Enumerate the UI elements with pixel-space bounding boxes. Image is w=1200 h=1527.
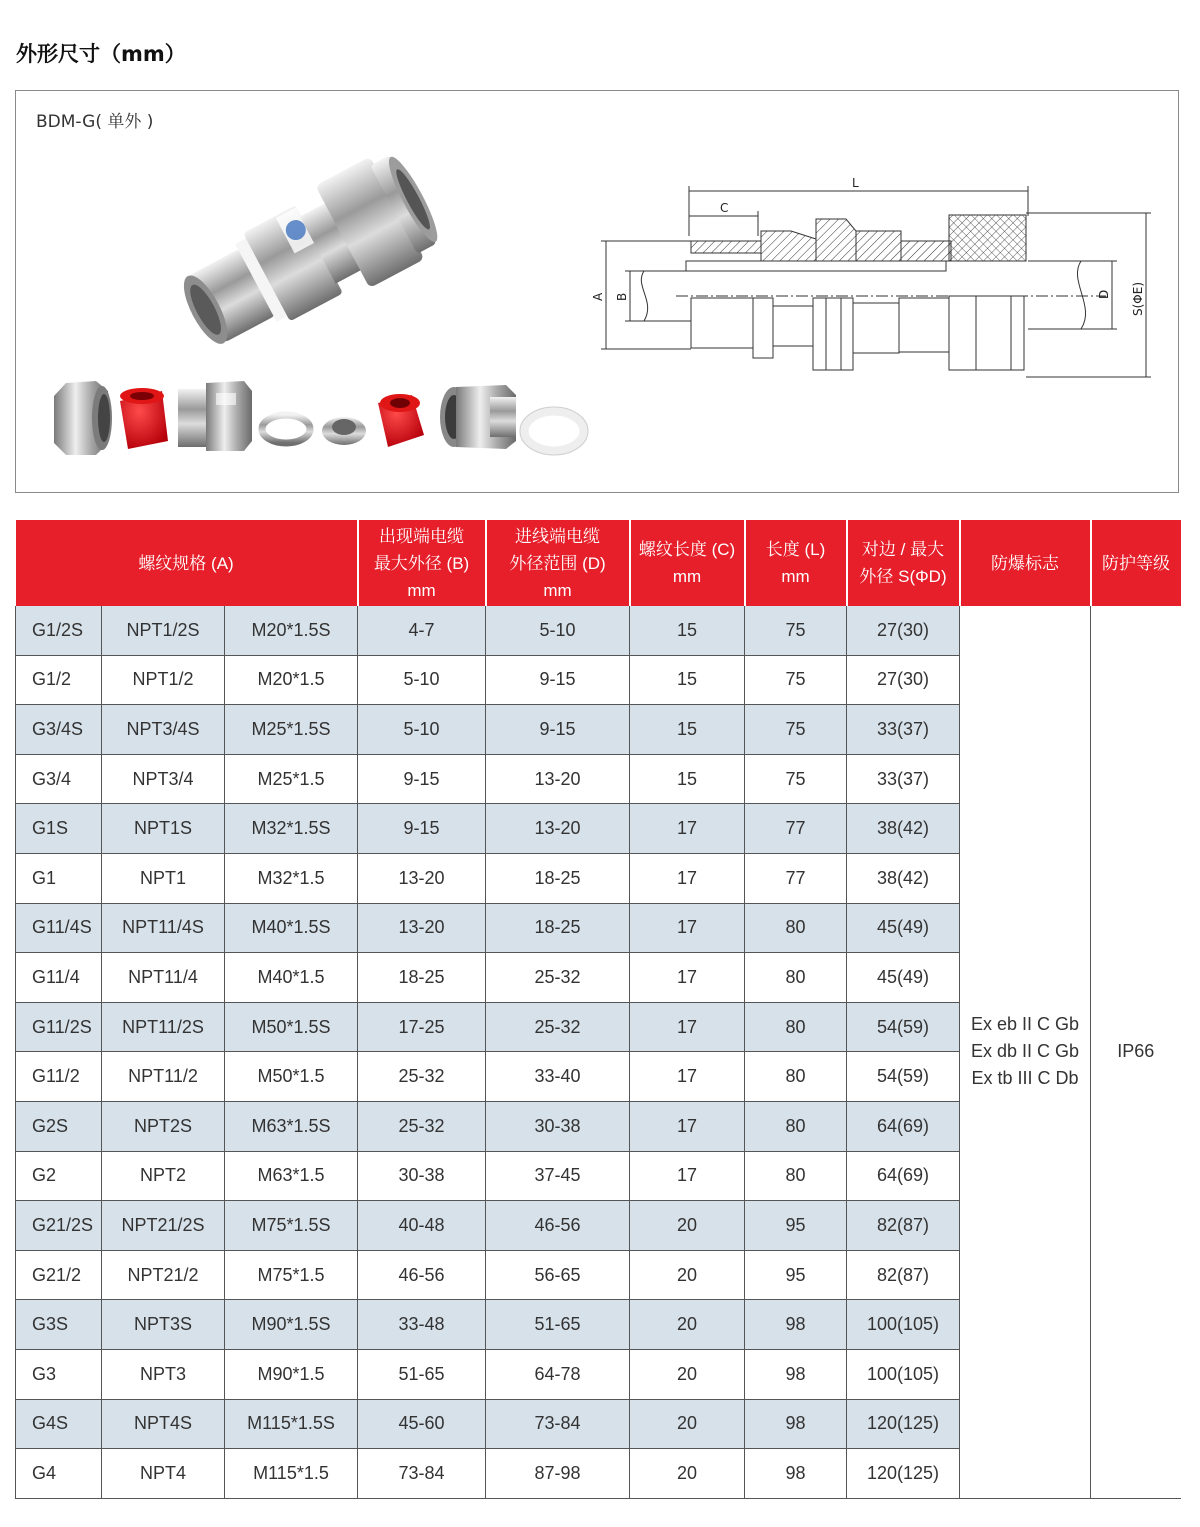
cell-thread-length: 20 (630, 1399, 745, 1449)
cell-thread-length: 20 (630, 1250, 745, 1300)
table-header-row (16, 520, 1181, 606)
cell-outlet-diameter: 5-10 (358, 705, 486, 755)
dim-S-label: S(ΦE) (1131, 281, 1145, 316)
cell-length: 80 (745, 903, 847, 953)
cell-g-thread: G21/2 (16, 1250, 102, 1300)
cell-thread-length: 17 (630, 953, 745, 1003)
cell-g-thread: G1 (16, 853, 102, 903)
cell-outlet-diameter: 13-20 (358, 903, 486, 953)
cell-outlet-diameter: 17-25 (358, 1002, 486, 1052)
cell-inlet-range: 64-78 (486, 1349, 630, 1399)
cell-across-flats: 54(59) (847, 1002, 960, 1052)
dim-B-label: B (615, 292, 629, 301)
cell-across-flats: 45(49) (847, 953, 960, 1003)
cell-npt-thread: NPT3 (102, 1349, 225, 1399)
cell-length: 75 (745, 655, 847, 705)
cell-npt-thread: NPT1S (102, 804, 225, 854)
cell-g-thread: G11/4 (16, 953, 102, 1003)
cell-thread-length: 17 (630, 804, 745, 854)
cell-npt-thread: NPT11/4 (102, 953, 225, 1003)
cell-across-flats: 82(87) (847, 1250, 960, 1300)
cell-length: 77 (745, 804, 847, 854)
cell-g-thread: G1/2S (16, 606, 102, 655)
header-thread: 螺纹规格 (A) (16, 520, 358, 606)
cell-m-thread: M25*1.5S (225, 705, 358, 755)
cell-g-thread: G1S (16, 804, 102, 854)
header-ex-mark: 防爆标志 (960, 520, 1091, 606)
header-outlet: 出现端电缆 最大外径 (B) mm (358, 520, 486, 606)
cell-g-thread: G11/4S (16, 903, 102, 953)
cell-length: 80 (745, 953, 847, 1003)
cell-across-flats: 27(30) (847, 655, 960, 705)
ex-mark-line: Ex eb II C Gb (970, 1014, 1080, 1035)
cell-inlet-range: 18-25 (486, 853, 630, 903)
cell-inlet-range: 37-45 (486, 1151, 630, 1201)
cell-g-thread: G21/2S (16, 1201, 102, 1251)
cell-npt-thread: NPT11/2 (102, 1052, 225, 1102)
cell-outlet-diameter: 46-56 (358, 1250, 486, 1300)
cell-outlet-diameter: 13-20 (358, 853, 486, 903)
cell-g-thread: G3/4S (16, 705, 102, 755)
cell-length: 80 (745, 1002, 847, 1052)
cell-npt-thread: NPT3S (102, 1300, 225, 1350)
cell-thread-length: 17 (630, 853, 745, 903)
cell-length: 98 (745, 1349, 847, 1399)
cell-inlet-range: 87-98 (486, 1449, 630, 1499)
cell-inlet-range: 30-38 (486, 1101, 630, 1151)
cell-length: 80 (745, 1052, 847, 1102)
cell-thread-length: 17 (630, 1151, 745, 1201)
cell-length: 80 (745, 1151, 847, 1201)
cell-outlet-diameter: 9-15 (358, 804, 486, 854)
cell-m-thread: M90*1.5S (225, 1300, 358, 1350)
cell-across-flats: 100(105) (847, 1349, 960, 1399)
cell-inlet-range: 56-65 (486, 1250, 630, 1300)
cell-npt-thread: NPT1/2S (102, 606, 225, 655)
cell-npt-thread: NPT21/2 (102, 1250, 225, 1300)
cell-outlet-diameter: 5-10 (358, 655, 486, 705)
cell-outlet-diameter: 73-84 (358, 1449, 486, 1499)
cell-outlet-diameter: 33-48 (358, 1300, 486, 1350)
cell-thread-length: 20 (630, 1449, 745, 1499)
cell-npt-thread: NPT4S (102, 1399, 225, 1449)
cell-m-thread: M63*1.5 (225, 1151, 358, 1201)
cell-across-flats: 27(30) (847, 606, 960, 655)
cell-g-thread: G3S (16, 1300, 102, 1350)
cell-inlet-range: 9-15 (486, 705, 630, 755)
cell-npt-thread: NPT11/2S (102, 1002, 225, 1052)
cell-length: 98 (745, 1399, 847, 1449)
cell-g-thread: G11/2S (16, 1002, 102, 1052)
ex-mark-line: Ex tb III C Db (971, 1068, 1079, 1089)
cell-length: 98 (745, 1449, 847, 1499)
cell-m-thread: M75*1.5S (225, 1201, 358, 1251)
cell-m-thread: M20*1.5S (225, 606, 358, 655)
header-across-flats: 对边 / 最大 外径 S(ΦD) (847, 520, 960, 606)
cell-m-thread: M90*1.5 (225, 1349, 358, 1399)
cell-outlet-diameter: 9-15 (358, 754, 486, 804)
cell-thread-length: 17 (630, 1101, 745, 1151)
cell-thread-length: 17 (630, 903, 745, 953)
cell-inlet-range: 13-20 (486, 754, 630, 804)
cell-across-flats: 82(87) (847, 1201, 960, 1251)
model-label: BDM-G( 单外 ) (36, 112, 154, 132)
cell-across-flats: 45(49) (847, 903, 960, 953)
cell-inlet-range: 33-40 (486, 1052, 630, 1102)
cell-length: 98 (745, 1300, 847, 1350)
cell-across-flats: 38(42) (847, 804, 960, 854)
spec-table (15, 520, 1181, 1499)
cell-g-thread: G3 (16, 1349, 102, 1399)
cell-g-thread: G2S (16, 1101, 102, 1151)
cell-npt-thread: NPT11/4S (102, 903, 225, 953)
cell-inlet-range: 46-56 (486, 1201, 630, 1251)
cell-m-thread: M50*1.5S (225, 1002, 358, 1052)
ex-mark-line: Ex db II C Gb (970, 1041, 1080, 1062)
cell-thread-length: 15 (630, 655, 745, 705)
cell-g-thread: G4 (16, 1449, 102, 1499)
cell-m-thread: M40*1.5S (225, 903, 358, 953)
dim-D-label: D (1097, 289, 1111, 299)
cell-inlet-range: 25-32 (486, 1002, 630, 1052)
cell-npt-thread: NPT3/4S (102, 705, 225, 755)
cell-g-thread: G3/4 (16, 754, 102, 804)
cell-npt-thread: NPT1 (102, 853, 225, 903)
cell-m-thread: M63*1.5S (225, 1101, 358, 1151)
technical-drawing (16, 91, 1180, 494)
cell-thread-length: 20 (630, 1201, 745, 1251)
figure-box (15, 90, 1179, 493)
cell-outlet-diameter: 30-38 (358, 1151, 486, 1201)
cell-inlet-range: 51-65 (486, 1300, 630, 1350)
cell-inlet-range: 13-20 (486, 804, 630, 854)
cell-thread-length: 17 (630, 1052, 745, 1102)
cell-m-thread: M115*1.5 (225, 1449, 358, 1499)
cell-npt-thread: NPT2 (102, 1151, 225, 1201)
cell-length: 95 (745, 1201, 847, 1251)
cell-outlet-diameter: 51-65 (358, 1349, 486, 1399)
cell-m-thread: M25*1.5 (225, 754, 358, 804)
cell-inlet-range: 73-84 (486, 1399, 630, 1449)
page-title: 外形尺寸（mm） (16, 42, 186, 66)
cell-m-thread: M32*1.5S (225, 804, 358, 854)
cell-g-thread: G2 (16, 1151, 102, 1201)
cell-length: 77 (745, 853, 847, 903)
cell-outlet-diameter: 25-32 (358, 1052, 486, 1102)
cell-thread-length: 20 (630, 1300, 745, 1350)
cell-length: 75 (745, 754, 847, 804)
cell-thread-length: 20 (630, 1349, 745, 1399)
cell-thread-length: 15 (630, 754, 745, 804)
cell-npt-thread: NPT2S (102, 1101, 225, 1151)
table-row (16, 606, 1181, 655)
cell-m-thread: M115*1.5S (225, 1399, 358, 1449)
dim-A-label: A (591, 292, 605, 301)
cell-length: 75 (745, 606, 847, 655)
cell-npt-thread: NPT3/4 (102, 754, 225, 804)
cell-m-thread: M40*1.5 (225, 953, 358, 1003)
header-length: 长度 (L) mm (745, 520, 847, 606)
cell-length: 95 (745, 1250, 847, 1300)
cell-across-flats: 54(59) (847, 1052, 960, 1102)
cell-inlet-range: 9-15 (486, 655, 630, 705)
header-protection: 防护等级 (1091, 520, 1181, 606)
protection-cell: IP66 (1091, 606, 1181, 1498)
cell-thread-length: 15 (630, 705, 745, 755)
header-thread-length: 螺纹长度 (C) mm (630, 520, 745, 606)
cell-npt-thread: NPT21/2S (102, 1201, 225, 1251)
cell-inlet-range: 18-25 (486, 903, 630, 953)
cell-m-thread: M50*1.5 (225, 1052, 358, 1102)
ex-mark-cell (960, 606, 1091, 1498)
header-inlet: 进线端电缆 外径范围 (D) mm (486, 520, 630, 606)
cell-g-thread: G11/2 (16, 1052, 102, 1102)
cell-npt-thread: NPT4 (102, 1449, 225, 1499)
cell-g-thread: G4S (16, 1399, 102, 1449)
cell-across-flats: 100(105) (847, 1300, 960, 1350)
cell-length: 80 (745, 1101, 847, 1151)
cell-across-flats: 38(42) (847, 853, 960, 903)
cell-across-flats: 120(125) (847, 1399, 960, 1449)
cell-m-thread: M32*1.5 (225, 853, 358, 903)
cell-outlet-diameter: 4-7 (358, 606, 486, 655)
cell-thread-length: 17 (630, 1002, 745, 1052)
cell-outlet-diameter: 45-60 (358, 1399, 486, 1449)
cell-m-thread: M75*1.5 (225, 1250, 358, 1300)
dim-L-label: L (852, 176, 859, 190)
cell-across-flats: 120(125) (847, 1449, 960, 1499)
cell-inlet-range: 25-32 (486, 953, 630, 1003)
cell-across-flats: 33(37) (847, 705, 960, 755)
cell-outlet-diameter: 18-25 (358, 953, 486, 1003)
dim-C-label: C (720, 201, 729, 215)
cell-outlet-diameter: 40-48 (358, 1201, 486, 1251)
cell-outlet-diameter: 25-32 (358, 1101, 486, 1151)
cell-thread-length: 15 (630, 606, 745, 655)
cell-across-flats: 64(69) (847, 1151, 960, 1201)
cell-across-flats: 64(69) (847, 1101, 960, 1151)
cell-m-thread: M20*1.5 (225, 655, 358, 705)
cell-length: 75 (745, 705, 847, 755)
cell-across-flats: 33(37) (847, 754, 960, 804)
cell-inlet-range: 5-10 (486, 606, 630, 655)
cell-npt-thread: NPT1/2 (102, 655, 225, 705)
cell-g-thread: G1/2 (16, 655, 102, 705)
